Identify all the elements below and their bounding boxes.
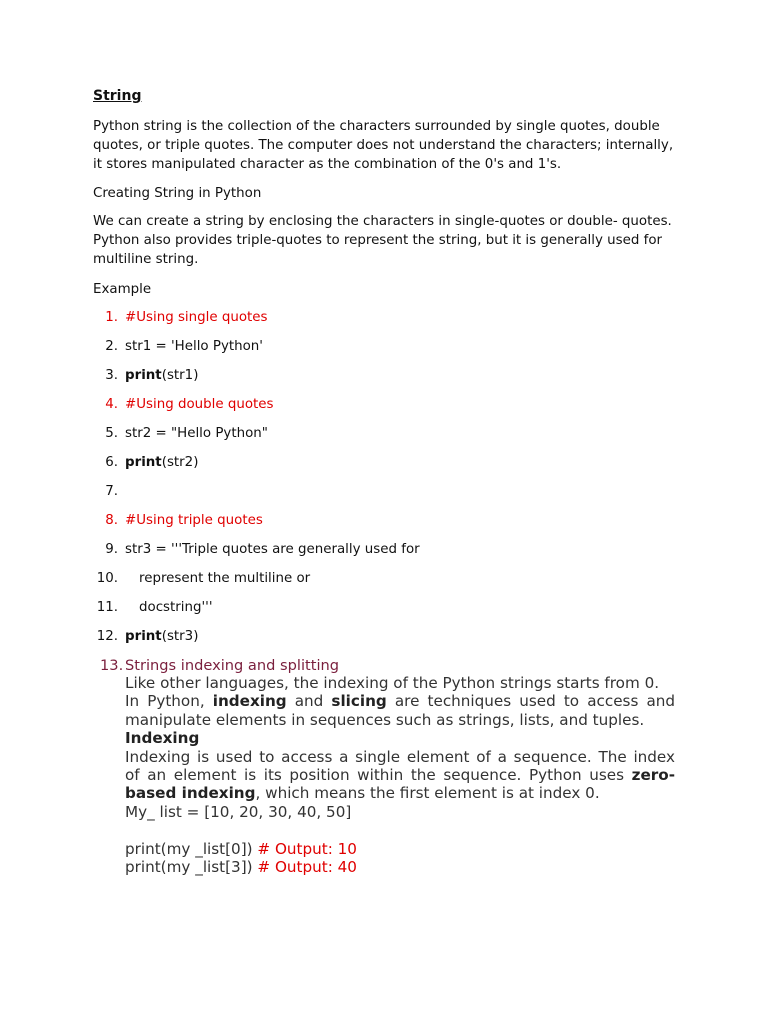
line-number: 2. <box>105 339 118 354</box>
code-text: print(my _list[0]) <box>125 839 253 858</box>
section-13-heading <box>100 656 339 676</box>
code-line-10 <box>0 569 768 589</box>
print-keyword: print <box>125 455 162 470</box>
indexing-subheading <box>125 729 675 747</box>
indexing-line-3: manipulate elements in sequences such as strings, lists, and tuples. <box>125 710 645 729</box>
indexing-explanation <box>125 674 675 876</box>
section-13-title: Strings indexing and splitting <box>125 657 340 674</box>
print-example-1 <box>125 840 675 858</box>
text-span: In Python, <box>125 692 205 711</box>
creating-string-subheading: Creating String in Python <box>93 186 262 201</box>
line-number: 5. <box>105 426 118 441</box>
output-comment: # Output: 40 <box>257 857 357 876</box>
code-line-6 <box>0 453 768 473</box>
bold-slicing: slicing <box>331 692 387 711</box>
indexing-line-7 <box>125 784 675 802</box>
code-line-4 <box>0 395 768 415</box>
code-text <box>125 453 198 473</box>
text-span: of an element is its position within the sequence. Python uses <box>125 765 625 784</box>
code-args: (str2) <box>161 455 199 470</box>
code-line-8 <box>0 511 768 531</box>
line-number: 4. <box>105 397 118 412</box>
line-number: 3. <box>105 368 118 383</box>
indexing-heading: Indexing <box>125 729 200 748</box>
bold-zero: zero- <box>631 765 676 784</box>
line-number: 7. <box>105 484 118 499</box>
code-line-7 <box>0 482 768 502</box>
code-line-2 <box>0 337 768 357</box>
list-definition: My_ list = [10, 20, 30, 40, 50] <box>125 802 352 821</box>
code-text: print(my _list[3]) <box>125 857 253 876</box>
line-number: 13. <box>100 657 124 674</box>
output-comment: # Output: 10 <box>257 839 357 858</box>
line-number: 12. <box>96 629 118 644</box>
line-number: 11. <box>96 600 118 615</box>
code-text: str1 = 'Hello Python' <box>125 339 263 354</box>
indexing-line-1: Like other languages, the indexing of the Python strings starts from 0. <box>125 674 660 692</box>
code-text <box>125 627 198 647</box>
print-keyword: print <box>125 629 162 644</box>
bold-indexing: indexing <box>212 692 287 711</box>
indexing-line-2 <box>125 692 675 710</box>
code-line-9 <box>0 540 768 560</box>
code-text: str3 = '''Triple quotes are generally used for <box>125 542 420 557</box>
line-number: 6. <box>105 455 118 470</box>
code-line-11 <box>0 598 768 618</box>
bold-based-indexing: based indexing <box>125 784 256 803</box>
print-keyword: print <box>125 368 162 383</box>
code-comment: #Using double quotes <box>125 397 274 412</box>
line-number: 9. <box>105 542 118 557</box>
code-args: (str3) <box>161 629 199 644</box>
line-number: 1. <box>105 310 118 325</box>
indexing-line-6 <box>125 766 675 784</box>
code-comment: #Using triple quotes <box>125 513 263 528</box>
line-number: 10. <box>96 571 118 586</box>
code-text <box>125 366 198 386</box>
intro-paragraph: Python string is the collection of the characters surrounded by single quotes, double quotes, or triple quotes. The computer does not understand the characters; internally, it stores manipulated character as the combination of the 0's and 1's. <box>93 119 674 172</box>
page-title: String <box>93 88 142 104</box>
example-label: Example <box>93 282 152 297</box>
code-text: represent the multiline or <box>139 571 311 586</box>
code-line-3 <box>0 366 768 386</box>
code-comment: #Using single quotes <box>125 310 268 325</box>
line-number: 8. <box>105 513 118 528</box>
print-example-2 <box>125 858 675 876</box>
text-span: , which means the first element is at index 0. <box>255 784 600 803</box>
code-text: str2 = "Hello Python" <box>125 426 268 441</box>
spacer <box>125 821 675 839</box>
code-line-5 <box>0 424 768 444</box>
code-line-1 <box>0 308 768 328</box>
create-description-paragraph: We can create a string by enclosing the characters in single-quotes or double- quotes. Python also provides triple-quotes to represent the string, but it is generally used for multiline string. <box>93 214 672 267</box>
code-text: docstring''' <box>139 600 213 615</box>
indexing-line-5: Indexing is used to access a single element of a sequence. The index <box>125 747 675 766</box>
text-span: and <box>294 692 324 711</box>
text-span: are techniques used to access and <box>394 692 676 711</box>
code-args: (str1) <box>161 368 199 383</box>
code-line-12 <box>0 627 768 647</box>
